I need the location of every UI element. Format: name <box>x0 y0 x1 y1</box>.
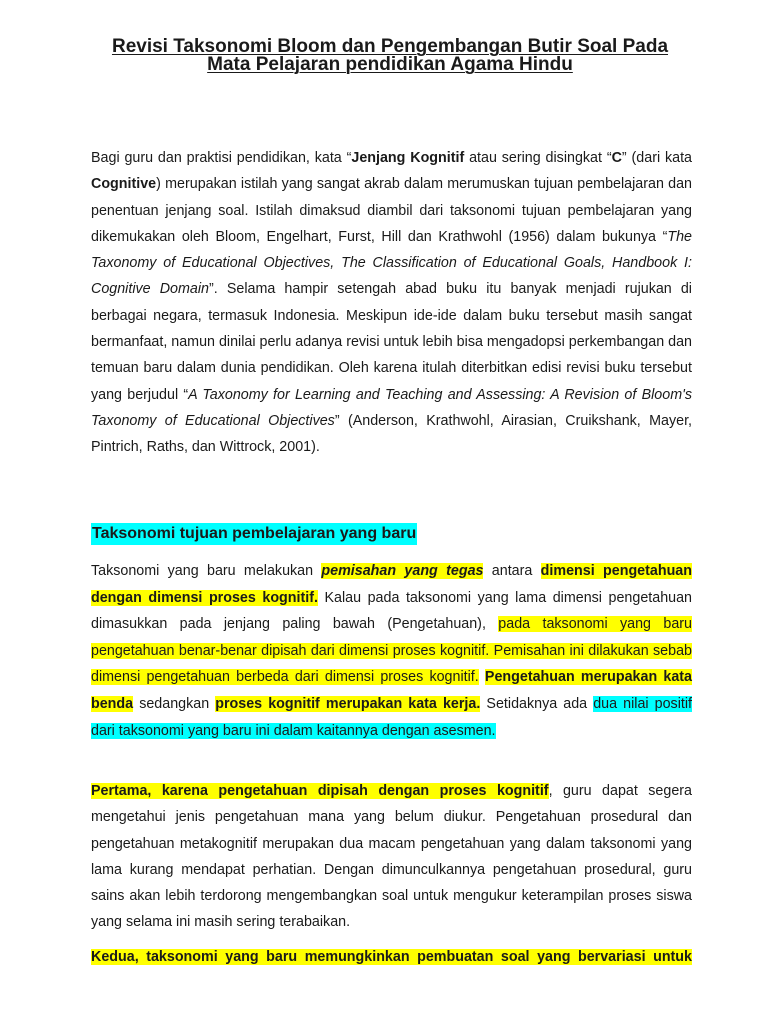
section-text-3: Kalau pada taksonomi yang lama dimensi pengetahuan dimasukkan pada jenjang paling bawah (Pengetahuan), <box>91 589 692 633</box>
title-line-2: Mata Pelajaran pendidikan Agama Hindu <box>207 54 573 75</box>
intro-text-1: Bagi guru dan praktisi pendidikan, kata “ <box>91 150 352 166</box>
intro-paragraph <box>91 145 692 461</box>
intro-text-3: ” (dari kata <box>621 150 692 166</box>
section-text-6: Setidaknya ada <box>480 695 594 712</box>
first-point-text: , guru dapat segera mengetahui jenis pengetahuan mana yang belum diukur. Pengetahuan prosedural dan pengetahuan metakognitif merupakan dua macam pengetahuan yang dalam taksonomi yang lama kurang mendapat perhatian. Dengan dimunculkannya pengetahuan prosedural, guru sains akan lebih terdorong mengembangkan soal untuk mengukur keterampilan proses siswa yang selama ini masih sering terabaikan. <box>91 783 692 931</box>
intro-text-2: atau sering disingkat “ <box>464 150 612 166</box>
section-text-1: Taksonomi yang baru melakukan <box>91 563 322 579</box>
highlight-dua-nilai: dua nilai positif dari taksonomi yang baru ini dalam kaitannya dengan asesmen. <box>91 695 693 739</box>
highlight-dimensi: dimensi pengetahuan dengan dimensi proses kognitif. <box>91 563 692 606</box>
intro-text-4: ) merupakan istilah yang sangat akrab dalam merumuskan tujuan pembelajaran dan penentuan jenjang soal. Istilah dimaksud diambil dari taksonomi tujuan pembelajaran yang dikemukakan oleh Bloom, Engelhart, Furst, Hill dan Krathwohl (1956) dalam bukunya “ <box>91 176 692 245</box>
document-title <box>60 38 720 74</box>
highlight-kata-kerja: proses kognitif merupakan kata kerja. <box>215 695 481 712</box>
term-c: C <box>611 150 622 166</box>
section-text-5: sedangkan <box>133 695 216 712</box>
highlight-pemisahan: pemisahan yang tegas <box>321 563 484 579</box>
intro-text-6: ” (Anderson, Krathwohl, Airasian, Cruikshank, Mayer, Pintrich, Raths, dan Wittrock, 2001). <box>91 412 693 456</box>
section-heading: Taksonomi tujuan pembelajaran yang baru <box>91 523 417 545</box>
highlight-kata-benda: Pengetahuan merupakan kata benda <box>91 669 692 712</box>
term-cognitive: Cognitive <box>91 176 157 193</box>
title-line-1: Revisi Taksonomi Bloom dan Pengembangan Butir Soal Pada <box>111 36 669 57</box>
highlight-kedua: Kedua, taksonomi yang baru memungkinkan pembuatan soal yang bervariasi untuk <box>91 949 692 965</box>
section-text-2: antara <box>483 563 541 579</box>
highlight-pertama: Pertama, karena pengetahuan dipisah dengan proses kognitif <box>91 783 549 799</box>
highlight-pada-taksonomi: pada taksonomi yang baru pengetahuan benar-benar dipisah dari dimensi proses kognitif. Pemisahan ini dilakukan sebab dimensi pengetahuan berbeda dari dimensi proses kognitif. <box>91 616 692 686</box>
intro-text-5: ”. Selama hampir setengah abad buku itu banyak menjadi rujukan di berbagai negara, termasuk Indonesia. Meskipun ide-ide dalam buku tersebut masih sangat bermanfaat, namun dinilai perlu adanya revisi untuk lebih bisa mengadopsi perkembangan dan temuan baru dalam dunia pendidikan. Oleh karena itulah diterbitkan edisi revisi buku tersebut yang berjudul “ <box>91 281 692 403</box>
term-jenjang-kognitif: Jenjang Kognitif <box>351 150 465 166</box>
second-point-line <box>91 946 692 968</box>
book-title-1: The Taxonomy of Educational Objectives, The Classification of Educational Goals, Handbook I: Cognitive Domain <box>91 228 692 298</box>
section-paragraph <box>91 558 692 744</box>
book-title-2: A Taxonomy for Learning and Teaching and Assessing: A Revision of Bloom's Taxonomy of Educational Objectives <box>91 386 692 429</box>
section-text-4 <box>479 669 485 685</box>
first-point-paragraph <box>91 778 692 936</box>
